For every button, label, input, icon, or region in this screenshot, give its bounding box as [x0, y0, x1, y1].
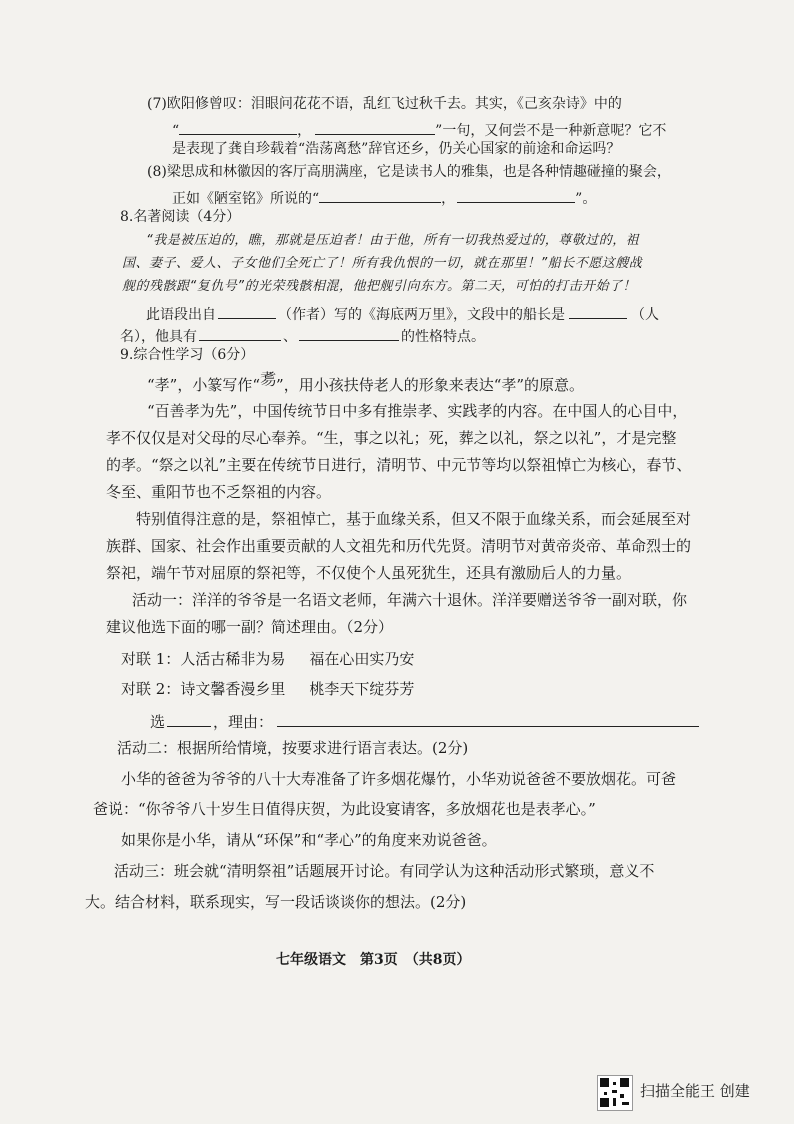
q9-para2-line4: 冬至、重阳节也不乏祭祖的内容。	[106, 483, 332, 501]
q8-title: 8.名著阅读（4分）	[120, 209, 241, 225]
q7-blank-1[interactable]	[179, 120, 297, 135]
q9-para3-line3: 祭祀，端午节对屈原的祭祀等，不仅使个人虽死犹生，还具有激励后人的力量。	[106, 564, 632, 582]
activity3-line1: 活动三：班会就“清明祭祖”话题展开讨论。有同学认为这种活动形式繁琐，意义不	[114, 862, 655, 880]
watermark-text: 扫描全能王 创建	[640, 1082, 750, 1100]
q8-trait-sep: 、	[283, 329, 297, 345]
q9-para1	[147, 370, 585, 394]
q8-source-line	[146, 304, 659, 322]
q9-para1-b: ”，用小孩扶侍老人的形象来表达“孝”的原意。	[276, 376, 585, 394]
couplet-1-label: 对联 1：	[121, 650, 181, 668]
q9-para2-line2: 孝不仅仅是对父母的尽心奉养。“生，事之以礼；死，葬之以礼，祭之以礼”，才是完整	[106, 429, 677, 447]
q9-para2-line3: 的孝。“祭之以礼”主要在传统节日进行，清明节、中元节等均以祭祖悼亡为核心，春节、	[106, 456, 692, 474]
q8-poem-line5	[172, 188, 596, 206]
q7-line2	[172, 120, 666, 138]
activity2-line4: 如果你是小华，请从“环保”和“孝心”的角度来劝说爸爸。	[121, 831, 497, 849]
q8-quote-line3: 舰的残骸跟“复仇号”的光荣残骸相混，他把舰引向东方。第二天，可怕的打击开始了！	[122, 279, 636, 294]
couplet-2-second: 桃李天下绽芬芳	[309, 680, 415, 698]
q8-poem-blank-1[interactable]	[319, 188, 441, 203]
q8-source-text-3: （人	[631, 307, 659, 323]
q8-quote-line1: “我是被压迫的，瞧，那就是压迫者！由于他，所有一切我热爱过的，尊敬过的，祖	[146, 233, 640, 248]
couplet-1-second: 福在心田实乃安	[309, 650, 415, 668]
q8-poem-line5-text: 正如《陋室铭》所说的“	[172, 191, 320, 207]
q7-line1: (7)欧阳修曾叹：泪眼问花花不语，乱红飞过秋千去。其实，《己亥杂诗》中的	[147, 96, 622, 112]
qr-code-icon	[597, 1075, 633, 1111]
q9-para2-line1: “百善孝为先”，中国传统节日中多有推崇孝、实践孝的内容。在中国人的心目中，	[147, 402, 688, 420]
q8-trait-blank-1[interactable]	[199, 326, 281, 341]
q7-line3: 是表现了龚自珍载着“浩荡离愁”辞官还乡，仍关心国家的前途和命运吗？	[172, 141, 621, 157]
couplet-2	[121, 682, 414, 697]
activity2-line1: 活动二：根据所给情境，按要求进行语言表达。(2分)	[117, 739, 469, 757]
q7-line2-open: “	[172, 123, 180, 139]
reason-blank[interactable]	[277, 712, 699, 727]
q8-poem-blank-2[interactable]	[457, 188, 575, 203]
couplet-2-first: 诗文馨香漫乡里	[180, 680, 286, 698]
page-footer: 七年级语文 第3页 （共8页）	[276, 952, 471, 968]
q8-poem-line4: (8)梁思成和林徽因的客厅高朋满座，它是读书人的雅集，也是各种情趣碰撞的聚会，	[147, 164, 671, 180]
q8-source-text-2: （作者）写的《海底两万里》，文段中的船长是	[278, 307, 565, 323]
q8-poem-end: ”。	[575, 191, 597, 207]
q8-trait-blank-2[interactable]	[299, 326, 399, 341]
q8-captain-blank[interactable]	[569, 304, 627, 319]
q8-source-text: 此语段出自	[146, 307, 216, 323]
q9-para1-a: “孝”，小篆写作“	[147, 376, 261, 394]
q7-line2-rest: ”一句，又何尝不是一种新意呢？它不	[435, 123, 667, 139]
q8-trait-end: 的性格特点。	[401, 329, 485, 345]
q8-poem-comma: ，	[441, 191, 456, 207]
seal-script-xiao-icon: 𦒸	[260, 370, 277, 389]
activity3-line2: 大。结合材料，联系现实，写一段话谈谈你的想法。(2分)	[85, 893, 467, 911]
activity2-line3: 爸说：“你爷爷八十岁生日值得庆贺，为此设宴请客，多放烟花也是表孝心。”	[93, 800, 596, 818]
q7-line2-comma: ，	[297, 123, 312, 139]
q8-author-blank[interactable]	[218, 304, 276, 319]
q9-para3-line1: 特别值得注意的是，祭祖悼亡，基于血缘关系，但又不限于血缘关系，而会延展至对	[136, 510, 692, 528]
activity1-line2: 建议他选下面的哪一副？简述理由。（2分）	[106, 618, 394, 636]
q8-trait-line	[120, 326, 485, 344]
q7-blank-2[interactable]	[315, 120, 435, 135]
activity1-line1: 活动一：洋洋的爷爷是一名语文老师，年满六十退休。洋洋要赠送爷爷一副对联，你	[132, 591, 688, 609]
reason-label: ，理由：	[213, 713, 274, 731]
couplet-1	[121, 652, 414, 667]
q8-trait-text: 名），他具有	[120, 329, 197, 345]
q9-title: 9.综合性学习（6分）	[120, 347, 255, 363]
choose-blank[interactable]	[167, 712, 211, 727]
couplet-1-first: 人活古稀非为易	[180, 650, 286, 668]
choose-label: 选	[150, 713, 166, 731]
couplet-2-label: 对联 2：	[121, 680, 181, 698]
activity2-line2: 小华的爸爸为爷爷的八十大寿准备了许多烟花爆竹，小华劝说爸爸不要放烟花。可爸	[121, 770, 677, 788]
q8-quote-line2: 国、妻子、爱人、子女他们全死亡了！所有我仇恨的一切，就在那里！”船长不愿这艘战	[122, 256, 643, 271]
q9-para3-line2: 族群、国家、社会作出重要贡献的人文祖先和历代先贤。清明节对黄帝炎帝、革命烈士的	[106, 537, 692, 555]
choose-line	[150, 712, 699, 730]
